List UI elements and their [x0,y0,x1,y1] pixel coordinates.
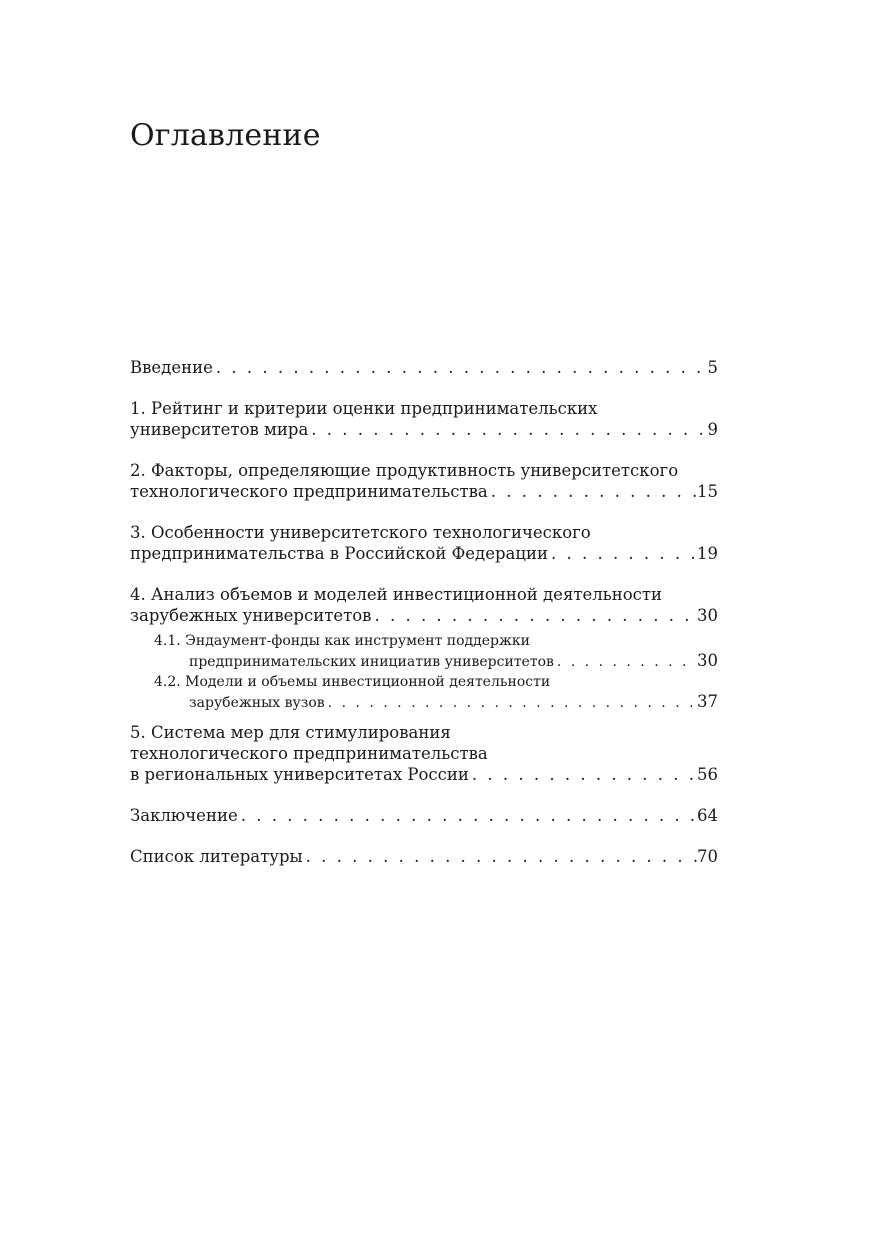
toc-entry-introduction[interactable] [130,357,718,378]
toc-page-number: 30 [697,606,718,625]
toc-leader-dots [213,357,708,378]
toc-entry-references[interactable] [130,846,718,867]
toc-entry-label: 4. Анализ объемов и моделей инвестиционной деятельности [130,585,663,604]
toc-leader-dots [488,481,697,502]
toc-entry-label: университетов мира [130,420,309,439]
toc-entry-section-4-1[interactable] [130,631,718,672]
page-title: Оглавление [130,118,321,153]
toc-entry-label: 1. Рейтинг и критерии оценки предпринимательских [130,399,598,418]
toc-leader-dots [469,764,697,785]
toc-entry-label: технологического предпринимательства [130,482,488,501]
toc-entry-label: в региональных университетах России [130,765,469,784]
toc-leader-dots [548,543,697,564]
toc-page-number: 5 [707,358,718,377]
toc-entry-label: Введение [130,358,213,377]
toc-leader-dots [554,652,697,672]
toc-leader-dots [238,805,697,826]
toc-entry-label: 4.1. Эндаумент-фонды как инструмент поддержки [154,633,530,649]
toc-page-number: 19 [697,544,718,563]
toc-leader-dots [308,419,707,440]
toc-entry-chapter-1[interactable] [130,398,718,440]
toc-entry-label: Список литературы [130,847,303,866]
toc-entry-label: 5. Система мер для стимулирования [130,723,451,742]
toc-page-number: 70 [697,847,718,866]
toc-entry-label: зарубежных вузов [189,695,325,711]
toc-page-number: 15 [697,482,718,501]
toc-leader-dots [325,693,697,713]
toc-entry-label: 3. Особенности университетского технологического [130,523,591,542]
toc-page-number: 64 [697,806,718,825]
toc-leader-dots [371,605,697,626]
toc-entry-section-4-2[interactable] [130,672,718,713]
toc-entry-label: Заключение [130,806,238,825]
toc-page-number: 56 [697,765,718,784]
table-of-contents [130,357,718,887]
toc-entry-chapter-5[interactable] [130,722,718,785]
toc-entry-label: технологического предпринимательства [130,744,488,763]
toc-leader-dots [303,846,697,867]
toc-entry-label: зарубежных университетов [130,606,372,625]
toc-page-number: 30 [697,651,718,670]
toc-entry-chapter-2[interactable] [130,460,718,502]
toc-entry-label: 2. Факторы, определяющие продуктивность университетского [130,461,679,480]
toc-entry-chapter-3[interactable] [130,522,718,564]
toc-page-number: 9 [707,420,718,439]
toc-entry-label: предпринимательства в Российской Федерации [130,544,548,563]
toc-entry-label: предпринимательских инициатив университетов [189,654,554,670]
toc-page-number: 37 [697,692,718,711]
toc-entry-chapter-4[interactable] [130,584,718,626]
toc-entry-label: 4.2. Модели и объемы инвестиционной деятельности [154,674,551,690]
toc-entry-conclusion[interactable] [130,805,718,826]
